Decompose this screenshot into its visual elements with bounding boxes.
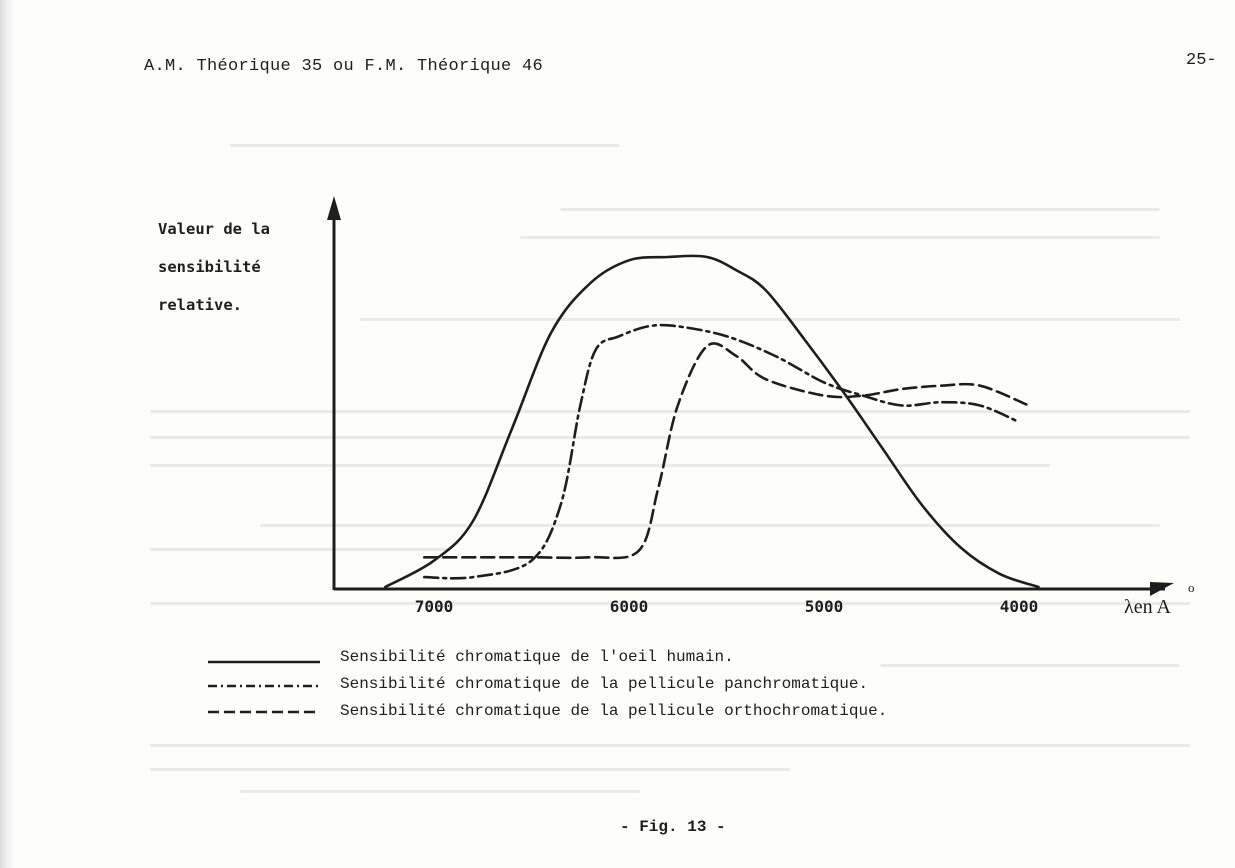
angstrom-ring: o [1188, 580, 1195, 595]
legend-swatch-dashed [208, 706, 323, 720]
series-group [385, 256, 1038, 587]
chart-axes [327, 196, 1174, 596]
series-line-dash-dot [424, 325, 1019, 578]
x-axis-arrowhead [1150, 582, 1174, 596]
legend-swatch-solid [208, 652, 323, 666]
legend-label: Sensibilité chromatique de l'oeil humain. [340, 648, 734, 666]
y-axis-arrowhead [327, 196, 341, 220]
legend-label: Sensibilité chromatique de la pellicule orthochromatique. [340, 702, 888, 720]
legend-label: Sensibilité chromatique de la pellicule panchromatique. [340, 675, 869, 693]
figure-caption: - Fig. 13 - [620, 818, 726, 836]
y-axis-label-line: relative. [158, 296, 242, 314]
x-tick-group [415, 597, 1039, 616]
legend-swatch-dash-dot [208, 679, 323, 693]
x-tick-label: 6000 [609, 597, 649, 616]
series-line-solid [385, 256, 1038, 587]
x-tick-label: 7000 [414, 597, 454, 616]
page-number: 25- [1186, 51, 1217, 70]
x-axis-label [1124, 580, 1195, 619]
y-axis-label-line: sensibilité [158, 258, 261, 276]
x-tick-label: 4000 [999, 597, 1039, 616]
x-tick-label: 5000 [804, 597, 844, 616]
x-axis-label-text: λen A [1124, 596, 1171, 618]
page-header: A.M. Théorique 35 ou F.M. Théorique 46 [144, 57, 544, 76]
y-axis-label-line: Valeur de la [158, 220, 270, 238]
